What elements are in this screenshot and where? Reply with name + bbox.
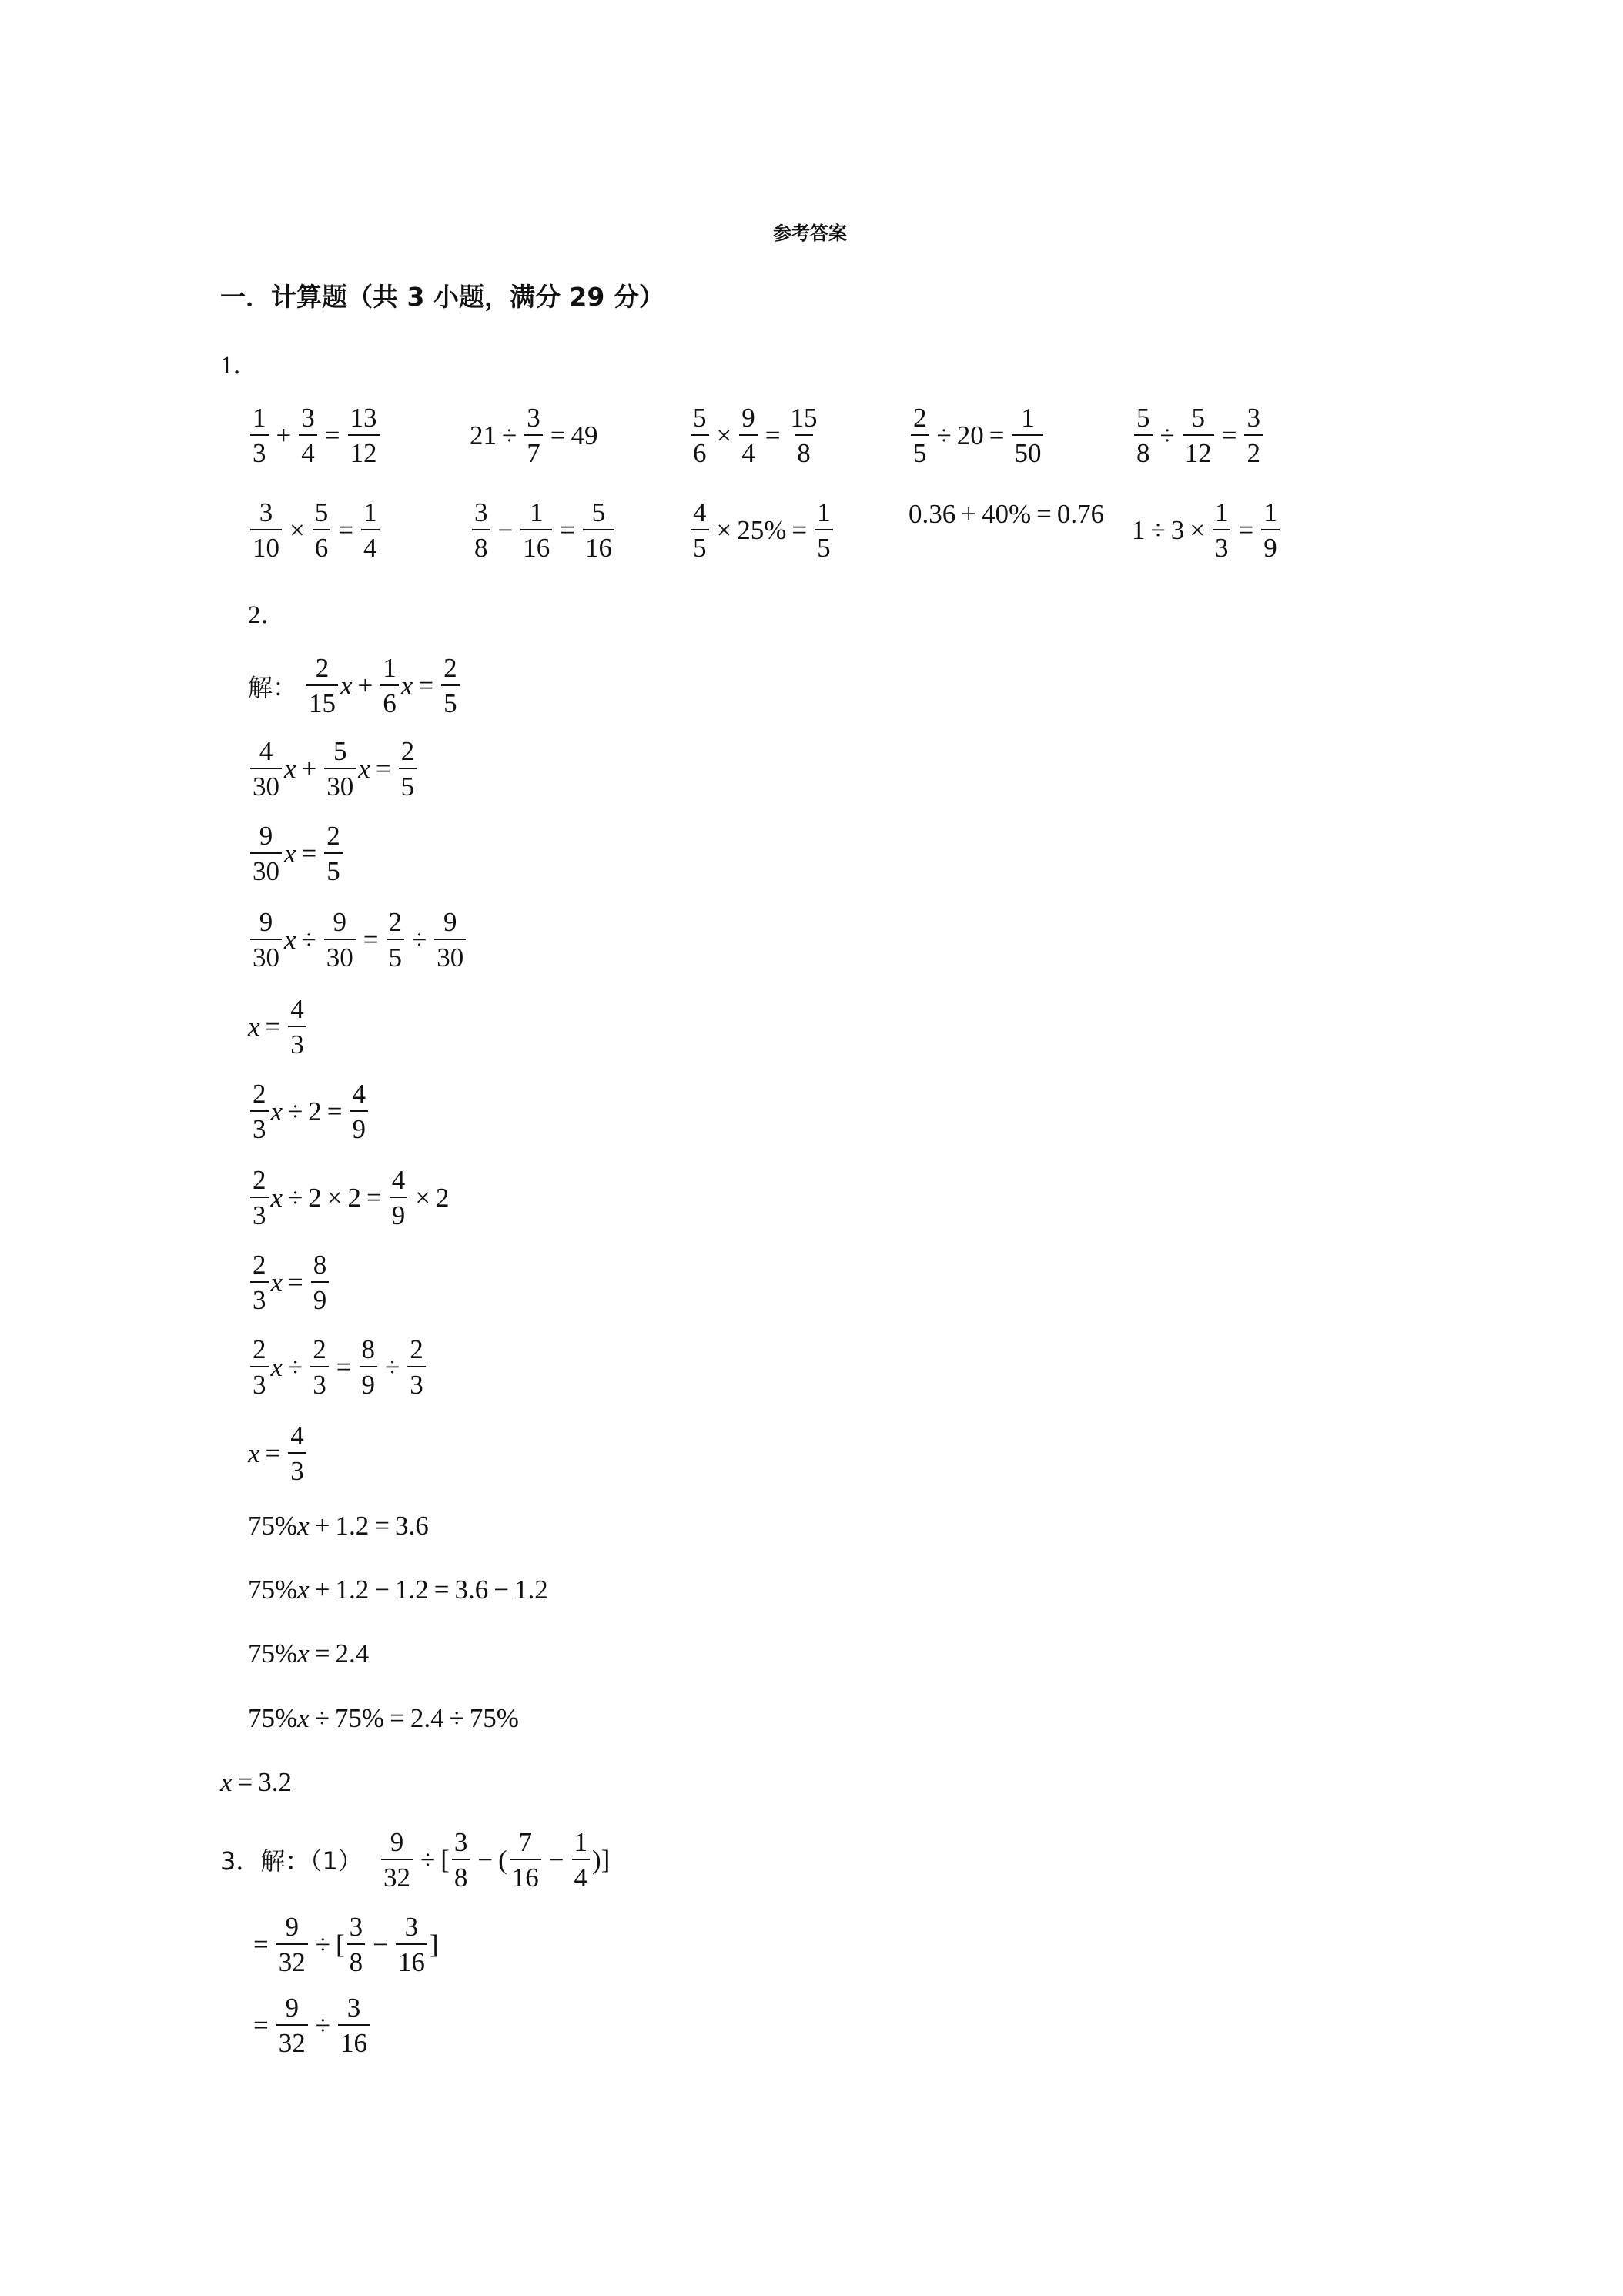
q1-expression bbox=[248, 499, 382, 561]
operator: = bbox=[765, 420, 781, 450]
operator: × bbox=[716, 514, 732, 545]
fraction: $\frac{2}{5}$ bbox=[911, 404, 929, 467]
q2-step bbox=[248, 1638, 369, 1669]
term: 0.76 bbox=[1056, 499, 1105, 529]
bracket: [ bbox=[440, 1844, 450, 1875]
operator: = bbox=[336, 1351, 352, 1382]
q1-expression bbox=[1132, 499, 1282, 561]
term: 3 bbox=[1170, 514, 1185, 545]
term: 75% bbox=[248, 1575, 298, 1605]
operator: = bbox=[989, 420, 1005, 450]
operator: ÷ bbox=[385, 1351, 400, 1382]
fraction: $\frac{1}{5}$ bbox=[815, 499, 833, 561]
fraction: $\frac{1}{6}$ bbox=[380, 654, 399, 717]
operator: = bbox=[390, 1703, 405, 1733]
bracket: ] bbox=[429, 1929, 439, 1960]
operator: = bbox=[265, 1438, 281, 1468]
fraction: $\frac{1}{4}$ bbox=[572, 1829, 591, 1891]
fraction: $\frac{3}{2}$ bbox=[1244, 404, 1263, 467]
fraction: $\frac{7}{16}$ bbox=[510, 1829, 541, 1891]
operator: − bbox=[548, 1844, 564, 1875]
fraction: $\frac{1}{4}$ bbox=[361, 499, 380, 561]
operator: ÷ bbox=[288, 1182, 303, 1213]
operator: ÷ bbox=[412, 924, 427, 955]
term: 75% bbox=[248, 1511, 298, 1541]
fraction: $\frac{2}{3}$ bbox=[310, 1336, 329, 1398]
q2-step bbox=[248, 1575, 548, 1605]
q2-step bbox=[248, 822, 345, 885]
q2-step bbox=[248, 1511, 429, 1541]
operator: − bbox=[494, 1575, 509, 1605]
fraction: $\frac{9}{30}$ bbox=[250, 909, 282, 971]
q3-step bbox=[379, 1829, 610, 1891]
fraction: $\frac{5}{12}$ bbox=[1183, 404, 1214, 467]
operator: = bbox=[265, 1011, 281, 1042]
variable: x bbox=[284, 924, 296, 955]
fraction: $\frac{2}{3}$ bbox=[407, 1336, 426, 1398]
q2-step bbox=[248, 1166, 450, 1229]
q2-step bbox=[248, 1336, 428, 1398]
operator: − bbox=[373, 1929, 388, 1960]
variable: x bbox=[248, 1438, 260, 1468]
fraction: $\frac{4}{3}$ bbox=[288, 996, 306, 1058]
term: 25% bbox=[737, 514, 787, 545]
q3-step bbox=[248, 1994, 372, 2057]
operator: = bbox=[363, 924, 379, 955]
fraction: $\frac{2}{3}$ bbox=[250, 1166, 269, 1229]
term: 0.36 bbox=[909, 499, 956, 529]
fraction: $\frac{9}{30}$ bbox=[434, 909, 466, 971]
q2-step bbox=[248, 738, 419, 800]
variable: x bbox=[284, 838, 296, 869]
fraction: $\frac{15}{8}$ bbox=[790, 403, 818, 468]
q2-step bbox=[248, 909, 468, 971]
fraction: $\frac{9}{32}$ bbox=[381, 1829, 413, 1891]
operator: = bbox=[550, 420, 566, 450]
variable: x bbox=[270, 1182, 283, 1213]
operator: = bbox=[433, 1575, 450, 1605]
q1-expression bbox=[470, 499, 617, 561]
variable: x bbox=[297, 1638, 310, 1668]
operator: × bbox=[1190, 514, 1205, 545]
operator: = bbox=[366, 1182, 382, 1213]
operator: × bbox=[716, 420, 732, 450]
operator: = bbox=[1221, 420, 1237, 450]
fraction: $\frac{1}{50}$ bbox=[1012, 404, 1043, 467]
q1-expression bbox=[909, 499, 1104, 530]
bracket: )] bbox=[592, 1844, 611, 1875]
operator: = bbox=[253, 2010, 269, 2040]
variable: x bbox=[358, 753, 370, 784]
operator: + bbox=[301, 753, 317, 784]
fraction: $\frac{4}{9}$ bbox=[390, 1166, 408, 1229]
variable: x bbox=[297, 1703, 310, 1733]
section-heading: 一．计算题（共 3 小题，满分 29 分） bbox=[220, 282, 664, 312]
q1-expression bbox=[1132, 404, 1265, 467]
fraction: $\frac{1}{16}$ bbox=[520, 499, 552, 561]
operator: × bbox=[415, 1182, 431, 1213]
operator: ÷ bbox=[315, 2010, 330, 2040]
question-number: 1． bbox=[220, 352, 259, 380]
term: 1.2 bbox=[394, 1575, 429, 1605]
operator: ÷ bbox=[315, 1929, 330, 1960]
operator: × bbox=[289, 514, 305, 545]
variable: x bbox=[284, 753, 296, 784]
q2-step bbox=[248, 1080, 370, 1143]
term: 3.6 bbox=[454, 1575, 489, 1605]
q2-step bbox=[248, 1251, 331, 1314]
operator: ÷ bbox=[288, 1096, 303, 1126]
term: 1 bbox=[1132, 514, 1146, 545]
term: 20 bbox=[956, 420, 984, 450]
fraction: $\frac{13}{12}$ bbox=[348, 404, 380, 467]
operator: = bbox=[253, 1929, 269, 1960]
term: 3.6 bbox=[394, 1511, 429, 1541]
operator: − bbox=[497, 514, 514, 545]
fraction: $\frac{8}{9}$ bbox=[311, 1251, 330, 1314]
q1-expression bbox=[688, 499, 835, 561]
term: 75% bbox=[469, 1703, 519, 1733]
operator: + bbox=[276, 420, 292, 450]
operator: + bbox=[314, 1511, 330, 1541]
fraction: $\frac{3}{4}$ bbox=[299, 404, 317, 467]
operator: ÷ bbox=[301, 924, 316, 955]
term: 1.2 bbox=[335, 1511, 370, 1541]
fraction: $\frac{4}{9}$ bbox=[350, 1080, 369, 1143]
operator: = bbox=[1238, 514, 1254, 545]
variable: x bbox=[400, 670, 413, 701]
variable: x bbox=[270, 1096, 283, 1126]
fraction: $\frac{4}{5}$ bbox=[691, 499, 709, 561]
q2-step bbox=[304, 654, 462, 717]
fraction: $\frac{3}{8}$ bbox=[472, 499, 490, 561]
term: 1.2 bbox=[514, 1575, 548, 1605]
question-3-label: 3．解：（1） bbox=[220, 1846, 363, 1876]
term: 75% bbox=[248, 1638, 298, 1668]
term: 2.4 bbox=[335, 1638, 370, 1668]
variable: x bbox=[270, 1267, 283, 1297]
question-number: 2． bbox=[248, 601, 286, 629]
fraction: $\frac{4}{30}$ bbox=[250, 738, 282, 800]
bracket: ( bbox=[498, 1844, 507, 1875]
fraction: $\frac{2}{15}$ bbox=[306, 654, 338, 717]
term: 40% bbox=[982, 499, 1032, 529]
fraction: $\frac{5}{30}$ bbox=[324, 738, 356, 800]
fraction: $\frac{2}{3}$ bbox=[250, 1251, 269, 1314]
operator: + bbox=[961, 499, 976, 529]
operator: + bbox=[357, 670, 373, 701]
variable: x bbox=[340, 670, 353, 701]
operator: ÷ bbox=[449, 1703, 464, 1733]
fraction: $\frac{2}{3}$ bbox=[250, 1336, 269, 1398]
fraction: $\frac{2}{3}$ bbox=[250, 1080, 269, 1143]
fraction: $\frac{2}{5}$ bbox=[324, 822, 343, 885]
variable: x bbox=[297, 1511, 310, 1541]
variable: x bbox=[270, 1351, 283, 1382]
q2-step bbox=[248, 996, 309, 1058]
operator: ÷ bbox=[420, 1844, 436, 1875]
operator: − bbox=[477, 1844, 494, 1875]
term: 3.2 bbox=[258, 1767, 293, 1797]
q2-step bbox=[248, 1703, 519, 1734]
term: 49 bbox=[571, 420, 598, 450]
operator: × bbox=[326, 1182, 343, 1213]
operator: = bbox=[324, 420, 340, 450]
operator: = bbox=[338, 514, 353, 545]
fraction: $\frac{3}{7}$ bbox=[524, 404, 543, 467]
fraction: $\frac{1}{3}$ bbox=[250, 404, 269, 467]
term: 75% bbox=[334, 1703, 385, 1733]
term: 2 bbox=[308, 1182, 322, 1213]
operator: = bbox=[375, 753, 391, 784]
fraction: $\frac{9}{30}$ bbox=[324, 909, 356, 971]
operator: = bbox=[374, 1511, 390, 1541]
q3-step bbox=[248, 1913, 439, 1976]
variable: x bbox=[220, 1767, 233, 1797]
fraction: $\frac{8}{9}$ bbox=[360, 1336, 378, 1398]
fraction: $\frac{3}{10}$ bbox=[250, 499, 282, 561]
term: 2.4 bbox=[410, 1703, 444, 1733]
operator: = bbox=[237, 1767, 253, 1797]
q1-expression bbox=[470, 404, 597, 467]
operator: − bbox=[374, 1575, 390, 1605]
q2-step bbox=[220, 1767, 292, 1798]
fraction: $\frac{3}{16}$ bbox=[396, 1913, 427, 1976]
operator: + bbox=[314, 1575, 330, 1605]
bracket: [ bbox=[335, 1929, 345, 1960]
fraction: $\frac{9}{32}$ bbox=[276, 1994, 308, 2057]
q1-expression bbox=[909, 404, 1046, 467]
fraction: $\frac{5}{16}$ bbox=[583, 499, 614, 561]
operator: = bbox=[418, 670, 434, 701]
fraction: $\frac{5}{8}$ bbox=[1134, 404, 1153, 467]
fraction: $\frac{9}{32}$ bbox=[276, 1913, 308, 1976]
fraction: $\frac{1}{3}$ bbox=[1213, 499, 1231, 561]
term: 2 bbox=[436, 1182, 450, 1213]
operator: = bbox=[791, 514, 808, 545]
operator: ÷ bbox=[1160, 420, 1175, 450]
operator: = bbox=[288, 1267, 303, 1297]
fraction: $\frac{4}{3}$ bbox=[288, 1422, 306, 1484]
term: 1.2 bbox=[335, 1575, 370, 1605]
q2-step bbox=[248, 1422, 309, 1484]
operator: = bbox=[1036, 499, 1052, 529]
operator: = bbox=[314, 1638, 330, 1668]
fraction: $\frac{3}{8}$ bbox=[452, 1829, 470, 1891]
solve-prefix: 解： bbox=[248, 673, 298, 702]
operator: ÷ bbox=[936, 420, 952, 450]
operator: = bbox=[560, 514, 575, 545]
term: 2 bbox=[347, 1182, 362, 1213]
operator: = bbox=[301, 838, 317, 869]
operator: ÷ bbox=[314, 1703, 330, 1733]
term: 2 bbox=[308, 1096, 322, 1126]
fraction: $\frac{9}{30}$ bbox=[250, 822, 282, 885]
term: 21 bbox=[470, 420, 497, 450]
fraction: $\frac{1}{9}$ bbox=[1261, 499, 1280, 561]
fraction: $\frac{5}{6}$ bbox=[691, 404, 709, 467]
q1-expression bbox=[248, 404, 382, 467]
fraction: $\frac{5}{6}$ bbox=[313, 499, 331, 561]
operator: ÷ bbox=[1150, 514, 1166, 545]
q1-expression bbox=[688, 404, 822, 467]
fraction: $\frac{3}{16}$ bbox=[338, 1994, 370, 2057]
fraction: $\frac{2}{5}$ bbox=[399, 738, 417, 800]
fraction: $\frac{2}{5}$ bbox=[387, 909, 405, 971]
operator: = bbox=[326, 1096, 343, 1126]
variable: x bbox=[248, 1011, 260, 1042]
fraction: $\frac{2}{5}$ bbox=[441, 654, 460, 717]
fraction: $\frac{3}{8}$ bbox=[347, 1913, 366, 1976]
page-title: 参考答案 bbox=[773, 223, 847, 244]
variable: x bbox=[297, 1575, 310, 1605]
operator: ÷ bbox=[288, 1351, 303, 1382]
term: 75% bbox=[248, 1703, 298, 1733]
operator: ÷ bbox=[502, 420, 517, 450]
fraction: $\frac{9}{4}$ bbox=[739, 404, 758, 467]
